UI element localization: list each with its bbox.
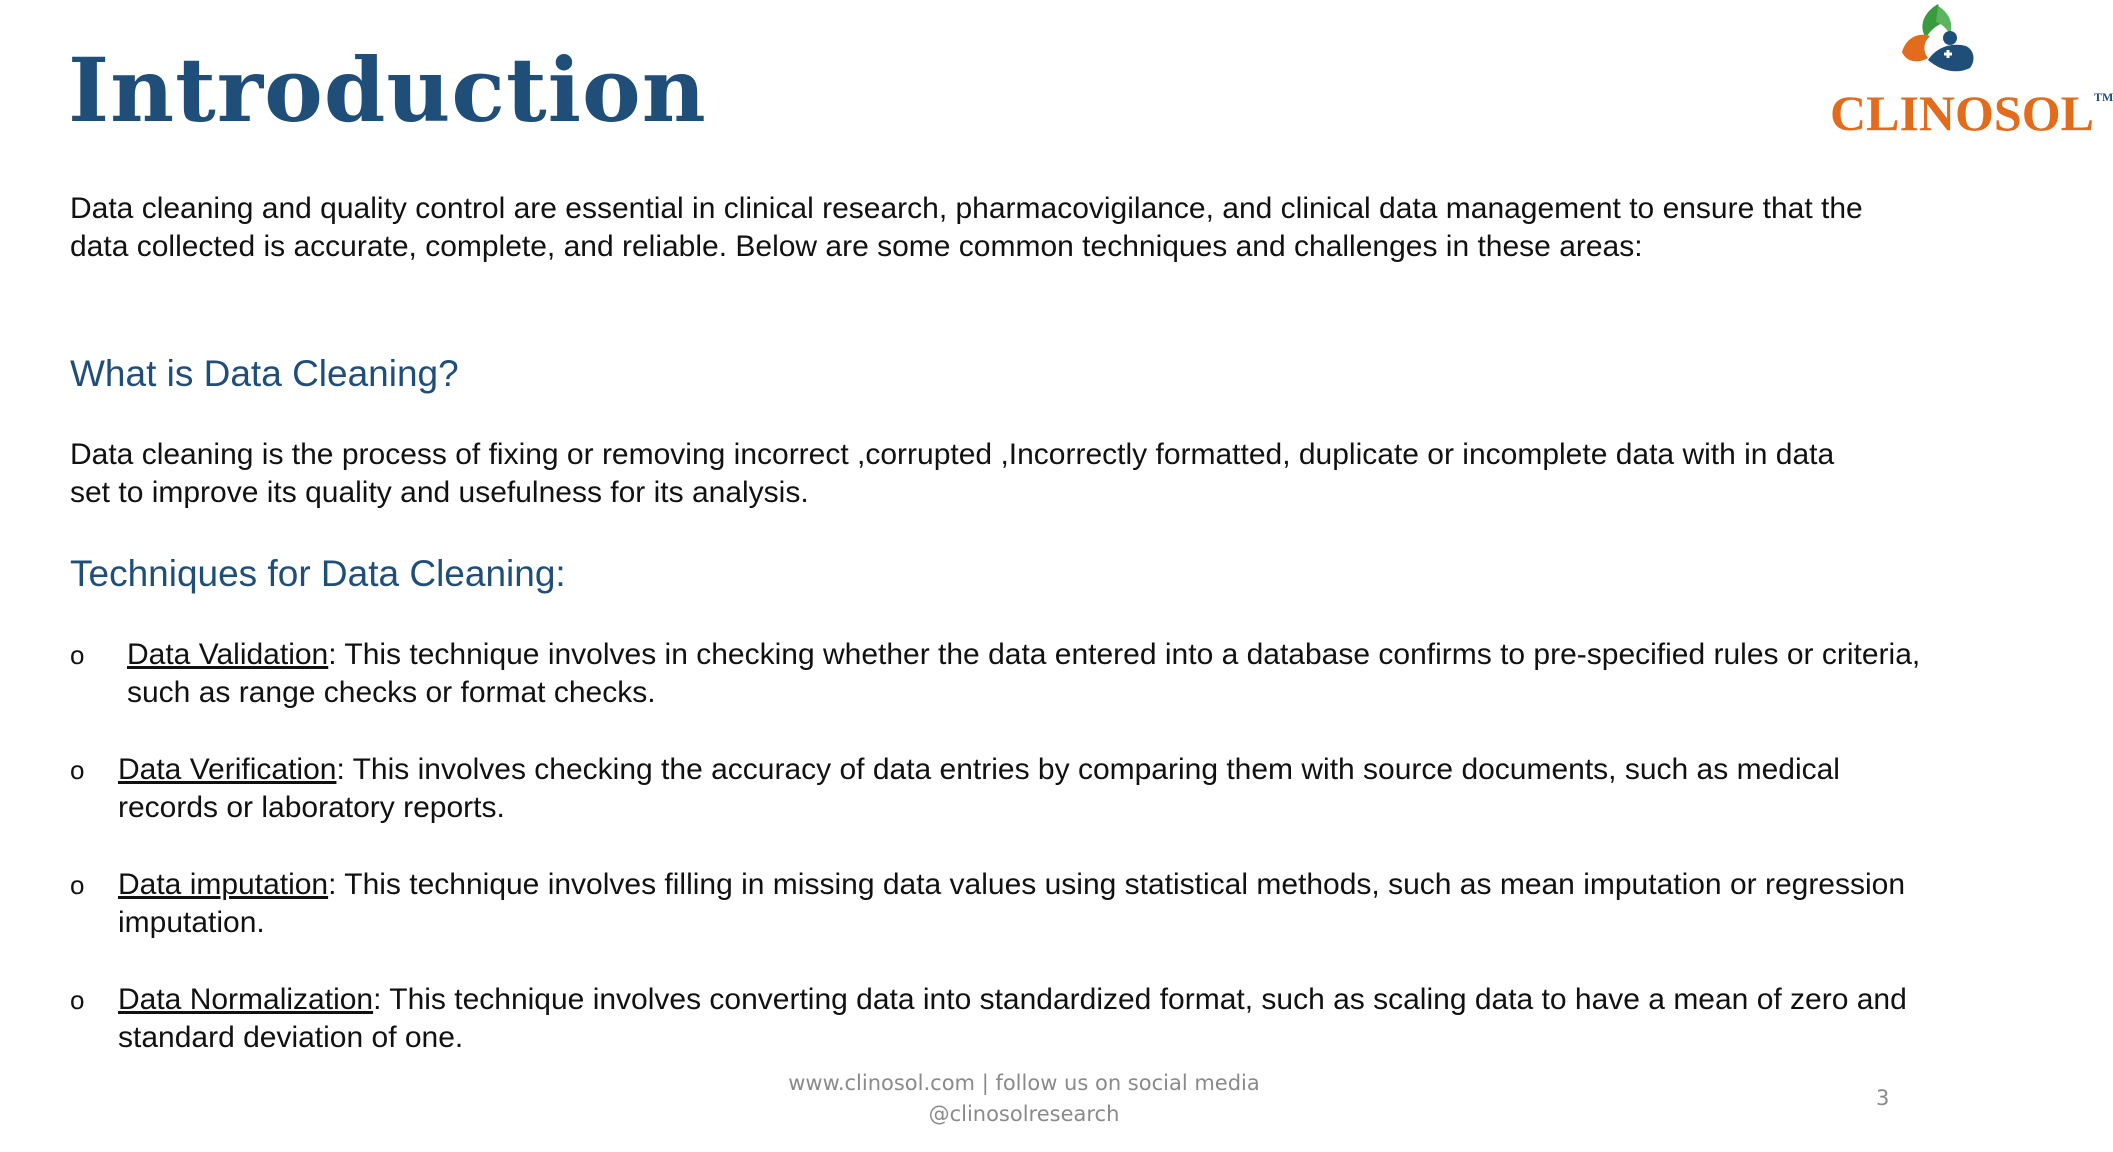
list-item-text: Data imputation: This technique involves filling in missing data values using statistical methods, such as mean imputation or regression imputation.	[118, 868, 1906, 939]
term-data-validation: Data Validation	[127, 638, 329, 671]
techniques-list	[70, 636, 1921, 1096]
footer-social-handle: @clinosolresearch	[928, 1102, 1120, 1126]
term-data-imputation: Data imputation	[118, 868, 329, 901]
logo-emblem-icon	[1888, 2, 1988, 88]
list-item-text: Data Normalization: This technique involves converting data into standardized format, such as scaling data to have a mean of zero and standard deviation of one.	[118, 983, 1907, 1054]
section-heading-what-is: What is Data Cleaning?	[70, 353, 459, 394]
clinosol-logo	[1826, 0, 2113, 141]
list-item	[70, 636, 1921, 751]
term-data-verification: Data Verification	[118, 753, 337, 786]
list-item	[70, 866, 1906, 981]
bullet-marker: o	[70, 870, 85, 900]
definition-paragraph: Data cleaning is the process of fixing or removing incorrect ,corrupted ,Incorrectly formatted, duplicate or incomplete data with in data set to improve its quality and usefulness for its analysis.	[70, 438, 1835, 509]
bullet-marker: o	[70, 755, 85, 785]
intro-paragraph: Data cleaning and quality control are essential in clinical research, pharmacovigilance, and clinical data management to ensure that the data collected is accurate, complete, and reliable. Below are some common techniques and challenges in these areas:	[70, 192, 1863, 263]
bullet-marker: o	[70, 640, 85, 670]
list-item-text: Data Validation: This technique involves in checking whether the data entered into a database confirms to pre-specified rules or criteria, such as range checks or format checks.	[127, 638, 1921, 709]
slide-title: Introduction	[68, 38, 707, 142]
logo-wordmark: CLINOSOL™	[1830, 85, 2113, 141]
list-item	[70, 751, 1850, 866]
term-data-normalization: Data Normalization	[118, 983, 374, 1016]
footer-website: www.clinosol.com | follow us on social media	[788, 1071, 1260, 1095]
bullet-marker: o	[70, 985, 85, 1015]
page-number: 3	[1876, 1086, 1890, 1110]
list-item-text: Data Verification: This involves checking the accuracy of data entries by comparing them with source documents, such as medical records or laboratory reports.	[118, 753, 1840, 824]
section-heading-techniques: Techniques for Data Cleaning:	[70, 553, 566, 594]
footer	[0, 1068, 2048, 1130]
